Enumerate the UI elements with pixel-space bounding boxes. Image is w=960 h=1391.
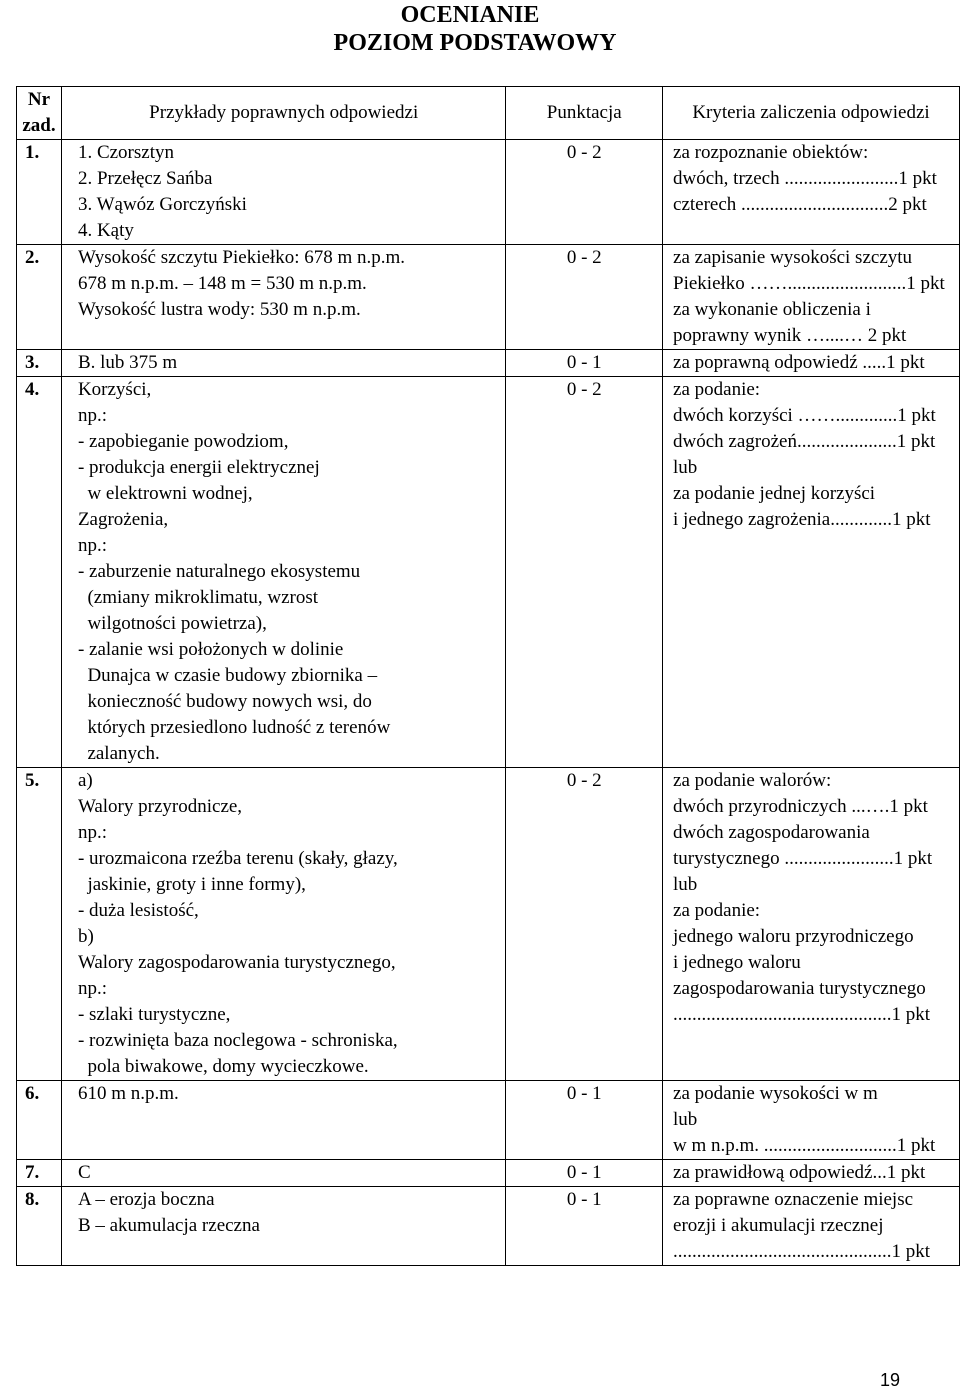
points-range: 0 - 2 — [506, 377, 663, 768]
criteria — [663, 350, 960, 377]
criteria-line: erozji i akumulacji rzecznej — [673, 1215, 884, 1236]
example-line: Zagrożenia, — [77, 509, 169, 530]
criteria-line: dwóch zagrożeń.....................1 pkt — [673, 431, 936, 452]
example-line: 3. Wąwóz Gorczyński — [77, 194, 247, 215]
task-number: 7. — [17, 1160, 62, 1187]
criteria — [663, 1187, 960, 1266]
example-line: - duża lesistość, — [77, 900, 199, 921]
header-nr: Nr zad. — [17, 87, 62, 140]
points-range: 0 - 2 — [506, 768, 663, 1081]
example-answers — [61, 245, 506, 350]
points-range: 0 - 2 — [506, 245, 663, 350]
criteria-line: dwóch zagospodarowania — [673, 822, 870, 843]
example-line: Wysokość lustra wody: 530 m n.p.m. — [77, 299, 361, 320]
criteria-line: za podanie wysokości w m — [673, 1083, 878, 1104]
criteria-line: dwóch przyrodniczych ...….1 pkt — [673, 796, 928, 817]
example-line: np.: — [77, 535, 107, 556]
criteria-line: poprawny wynik …....… 2 pkt — [673, 325, 907, 346]
table-row — [17, 377, 960, 768]
table-row — [17, 1187, 960, 1266]
example-line: Walory przyrodnicze, — [77, 796, 243, 817]
points-range: 0 - 2 — [506, 140, 663, 245]
criteria — [663, 1160, 960, 1187]
page-title: OCENIANIE — [400, 2, 540, 28]
table-row — [17, 1160, 960, 1187]
task-number: 5. — [17, 768, 62, 1081]
criteria-line: lub — [673, 1109, 698, 1130]
header-criteria: Kryteria zaliczenia odpowiedzi — [663, 87, 960, 140]
criteria-line: za poprawne oznaczenie miejsc — [673, 1189, 914, 1210]
table-row — [17, 1081, 960, 1160]
example-line: - zapobieganie powodziom, — [77, 431, 289, 452]
example-line: pola biwakowe, domy wycieczkowe. — [77, 1056, 369, 1077]
example-line: Dunajca w czasie budowy zbiornika – — [77, 665, 378, 686]
criteria-line: za podanie jednej korzyści — [673, 483, 876, 504]
criteria-line: za zapisanie wysokości szczytu — [673, 247, 913, 268]
task-number: 2. — [17, 245, 62, 350]
example-answers — [61, 1081, 506, 1160]
example-answers — [61, 768, 506, 1081]
example-line: A – erozja boczna — [77, 1189, 215, 1210]
criteria-line: Piekiełko …….........................1 pkt — [673, 273, 945, 294]
header-points: Punktacja — [506, 87, 663, 140]
criteria — [663, 377, 960, 768]
example-line: 1. Czorsztyn — [77, 142, 174, 163]
criteria-line: czterech ...............................2 pkt — [673, 194, 927, 215]
example-line: - szlaki turystyczne, — [77, 1004, 231, 1025]
table-row — [17, 140, 960, 245]
criteria — [663, 768, 960, 1081]
example-line: których przesiedlono ludność z terenów — [77, 717, 391, 738]
example-line: B. lub 375 m — [77, 352, 178, 373]
example-line: 2. Przełęcz Sańba — [77, 168, 213, 189]
example-line: Walory zagospodarowania turystycznego, — [77, 952, 396, 973]
example-line: (zmiany mikroklimatu, wzrost — [77, 587, 319, 608]
example-line: np.: — [77, 978, 107, 999]
example-answers — [61, 377, 506, 768]
example-line: b) — [77, 926, 94, 947]
points-range: 0 - 1 — [506, 350, 663, 377]
criteria-line: lub — [673, 457, 698, 478]
criteria-line: za prawidłową odpowiedź...1 pkt — [673, 1162, 926, 1183]
criteria-line: dwóch korzyści …….............1 pkt — [673, 405, 936, 426]
task-number: 4. — [17, 377, 62, 768]
criteria-line: za podanie walorów: — [673, 770, 832, 791]
task-number: 3. — [17, 350, 62, 377]
example-line: wilgotności powietrza), — [77, 613, 267, 634]
criteria-line: za podanie: — [673, 900, 761, 921]
example-line: jaskinie, groty i inne formy), — [77, 874, 306, 895]
example-line: np.: — [77, 822, 107, 843]
criteria-line: jednego waloru przyrodniczego — [673, 926, 914, 947]
criteria-line: za wykonanie obliczenia i — [673, 299, 871, 320]
example-line: - urozmaicona rzeźba terenu (skały, głazy, — [77, 848, 398, 869]
header-examples: Przykłady poprawnych odpowiedzi — [61, 87, 506, 140]
criteria-line: zagospodarowania turystycznego — [673, 978, 926, 999]
example-line: - zaburzenie naturalnego ekosystemu — [77, 561, 361, 582]
example-line: Korzyści, — [77, 379, 152, 400]
criteria-line: ..............................................1 pkt — [673, 1241, 931, 1262]
points-range: 0 - 1 — [506, 1081, 663, 1160]
example-line: 4. Kąty — [77, 220, 134, 241]
example-line: - rozwinięta baza noclegowa - schroniska, — [77, 1030, 398, 1051]
task-number: 8. — [17, 1187, 62, 1266]
table-row — [17, 768, 960, 1081]
criteria-line: za podanie: — [673, 379, 761, 400]
criteria-line: dwóch, trzech ........................1 pkt — [673, 168, 937, 189]
criteria-line: w m n.p.m. ............................1 pkt — [673, 1135, 936, 1156]
criteria-line: ..............................................1 pkt — [673, 1004, 931, 1025]
criteria-line: za poprawną odpowiedź .....1 pkt — [673, 352, 925, 373]
example-line: a) — [77, 770, 93, 791]
points-range: 0 - 1 — [506, 1187, 663, 1266]
example-line: - produkcja energii elektrycznej — [77, 457, 320, 478]
page-subtitle: POZIOM PODSTAWOWY — [333, 30, 617, 56]
criteria-line: i jednego waloru — [673, 952, 801, 973]
table-row — [17, 350, 960, 377]
example-line: 610 m n.p.m. — [77, 1083, 179, 1104]
example-line: C — [77, 1162, 91, 1183]
example-line: - zalanie wsi położonych w dolinie — [77, 639, 344, 660]
example-line: np.: — [77, 405, 107, 426]
example-line: zalanych. — [77, 743, 160, 764]
example-answers — [61, 350, 506, 377]
example-line: w elektrowni wodnej, — [77, 483, 253, 504]
page-number: 19 — [880, 1370, 901, 1390]
task-number: 1. — [17, 140, 62, 245]
criteria — [663, 245, 960, 350]
example-line: Wysokość szczytu Piekiełko: 678 m n.p.m. — [77, 247, 406, 268]
task-number: 6. — [17, 1081, 62, 1160]
table-row — [17, 245, 960, 350]
example-line: 678 m n.p.m. – 148 m = 530 m n.p.m. — [77, 273, 367, 294]
criteria — [663, 1081, 960, 1160]
example-line: konieczność budowy nowych wsi, do — [77, 691, 372, 712]
table-header-row — [17, 87, 960, 140]
criteria-line: i jednego zagrożenia.............1 pkt — [673, 509, 931, 530]
example-answers — [61, 140, 506, 245]
example-answers — [61, 1187, 506, 1266]
example-line: B – akumulacja rzeczna — [77, 1215, 260, 1236]
criteria-line: turystycznego .......................1 pkt — [673, 848, 933, 869]
criteria-line: za rozpoznanie obiektów: — [673, 142, 869, 163]
criteria — [663, 140, 960, 245]
scoring-table — [16, 86, 960, 1266]
criteria-line: lub — [673, 874, 698, 895]
points-range: 0 - 1 — [506, 1160, 663, 1187]
example-answers — [61, 1160, 506, 1187]
